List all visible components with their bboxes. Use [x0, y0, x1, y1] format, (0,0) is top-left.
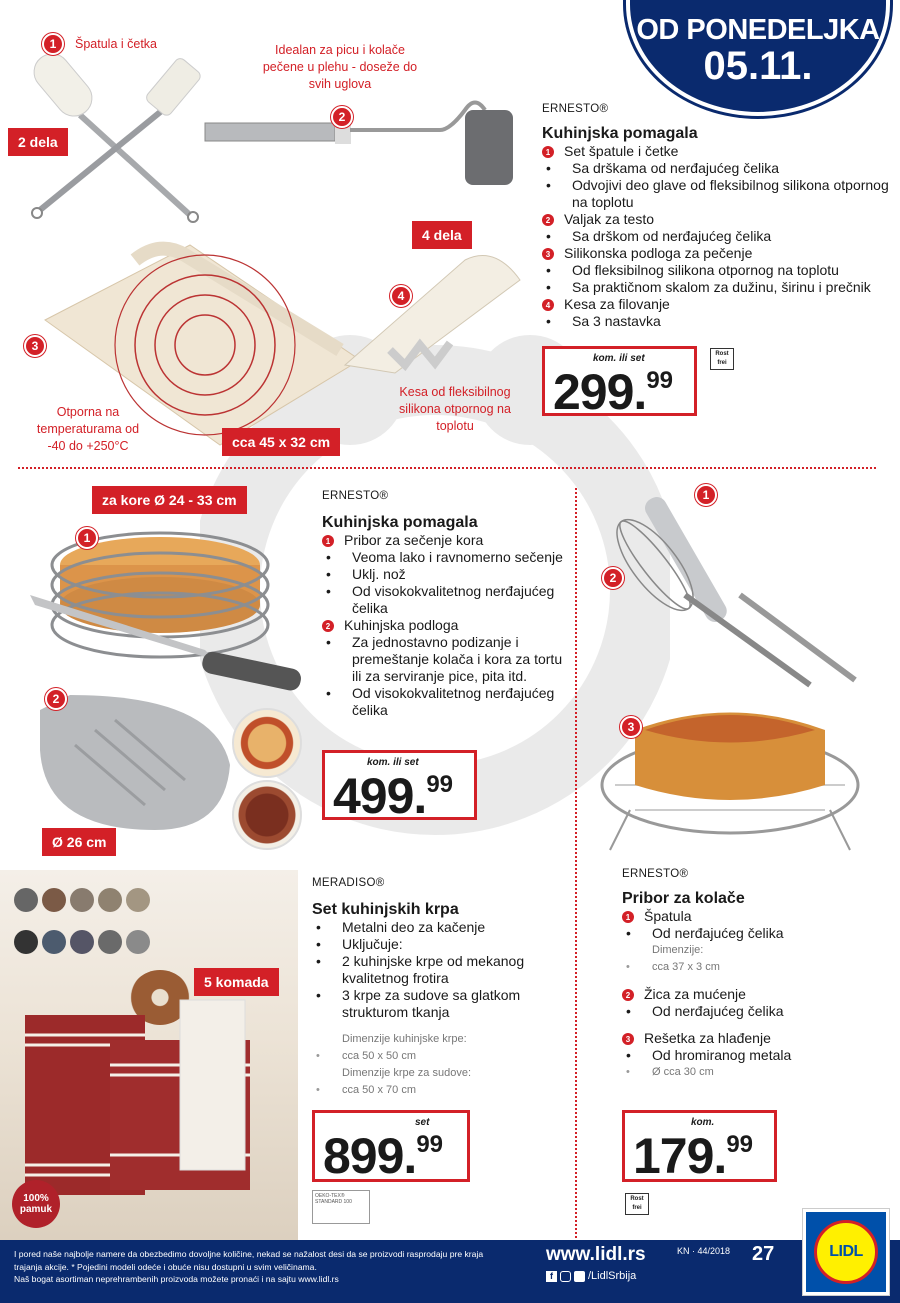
- bottom-price-label: set: [415, 1117, 430, 1128]
- feature-spec-value: [312, 1082, 572, 1099]
- footer-disclaimer: [14, 1248, 534, 1286]
- feature-bullet: [622, 1003, 882, 1020]
- feature-text: Uključuje:: [342, 936, 403, 952]
- feature-text: Dimenzije kuhinjske krpe:: [342, 1033, 467, 1045]
- feature-bullet: [542, 160, 892, 177]
- mid-title: Kuhinjska pomagala: [322, 514, 478, 531]
- feature-heading: [622, 1030, 882, 1047]
- mid-price-box: [322, 750, 477, 824]
- disclaimer-line3: Naš bogat asortiman neprehrambenih proizvoda možete pronaći i na sajtu www.lidl.rs: [14, 1274, 339, 1284]
- feature-bullet: [542, 313, 892, 330]
- feature-number: 4: [542, 299, 554, 311]
- feature-text: Dimenzije:: [652, 944, 704, 956]
- lidl-logo-text: LIDL: [829, 1243, 863, 1260]
- disclaimer-line1: I pored naše najbolje namere da obezbedimo dovoljne količine, nekad se nažalost desi da se proizvodi rasprodaju pre kraja: [14, 1249, 484, 1259]
- feature-text: cca 37 x 3 cm: [652, 961, 720, 973]
- mid-price-main: 499.: [333, 768, 427, 824]
- top-price-label: kom. ili set: [593, 353, 645, 364]
- feature-bullet: [322, 583, 572, 617]
- feature-text: Odvojivi deo glave od fleksibilnog silikona otpornog na toplotu: [572, 177, 889, 210]
- feature-bullet: [312, 953, 572, 987]
- feature-text: Dimenzije krpe za sudove:: [342, 1067, 472, 1079]
- right-price-box: [622, 1110, 777, 1182]
- towels-image: [10, 995, 295, 1205]
- footer-url-link[interactable]: www.lidl.rs: [546, 1244, 646, 1265]
- spatula-whisk-image: [615, 485, 875, 695]
- feature-text: Valjak za testo: [564, 211, 655, 227]
- disclaimer-line2: trajanja akcije. * Pojedini modeli odeće i obuće nisu dostupni u svim veličinama.: [14, 1261, 317, 1272]
- feature-spec-label: [622, 942, 882, 959]
- tag-4-dela: 4 dela: [412, 221, 472, 249]
- top-price: [553, 364, 674, 420]
- mid-price-cents: 99: [426, 771, 454, 798]
- lidl-logo: [803, 1209, 889, 1295]
- right-title: Pribor za kolače: [622, 890, 745, 907]
- catalog-code: KN · 44/2018: [677, 1246, 731, 1256]
- top-number-1: 1: [42, 33, 64, 55]
- color-swatches-row2: [14, 930, 150, 954]
- mid-product-text: [322, 490, 572, 719]
- mid-feature-list: [322, 532, 572, 719]
- rolling-pin-image: [200, 90, 530, 190]
- bottom-price-cents: 99: [416, 1131, 444, 1158]
- right-price-label: kom.: [691, 1117, 715, 1128]
- top-price-main: 299.: [553, 364, 647, 420]
- feature-heading: [622, 986, 882, 1003]
- feature-text: Sa drškom od nerđajućeg čelika: [572, 228, 772, 244]
- tag-5-komada: 5 komada: [194, 968, 279, 996]
- cake-thumb-image: [232, 780, 302, 850]
- tag-2-dela: 2 dela: [8, 128, 68, 156]
- feature-number: 2: [322, 620, 334, 632]
- top-item3-label: Otporna na temperaturama od -40 do +250°C: [36, 405, 140, 453]
- facebook-icon[interactable]: f: [546, 1271, 557, 1282]
- mid-brand: ERNESTO®: [322, 490, 389, 502]
- feature-text: Set špatule i četke: [564, 143, 679, 159]
- feature-text: Od visokokvalitetnog nerđajućeg čelika: [352, 583, 555, 616]
- tag-diameter: Ø 26 cm: [42, 828, 116, 856]
- feature-text: Ø cca 30 cm: [652, 1066, 714, 1078]
- right-number-3: 3: [620, 716, 642, 738]
- feature-text: Uklj. nož: [352, 566, 406, 582]
- feature-heading: [542, 211, 892, 228]
- bottom-price-box: [312, 1110, 470, 1182]
- top-price-box: [542, 346, 697, 420]
- feature-bullet: [322, 634, 572, 685]
- feature-heading: [322, 532, 572, 549]
- feature-text: Od nerđajućeg čelika: [652, 925, 784, 941]
- right-feature-list: [622, 908, 882, 1081]
- bottom-title: Set kuhinjskih krpa: [312, 901, 459, 918]
- feature-text: Kuhinjska podloga: [344, 617, 459, 633]
- top-number-3: 3: [24, 335, 46, 357]
- social-links: [546, 1270, 636, 1282]
- feature-number: 1: [542, 146, 554, 158]
- feature-bullet: [312, 936, 572, 953]
- top-item4-label: Kesa od fleksibilnog silikona otpornog na toplotu: [399, 385, 511, 433]
- feature-spec-label: [312, 1031, 572, 1048]
- feature-spec-label: [312, 1065, 572, 1082]
- feature-text: Kesa za filovanje: [564, 296, 670, 312]
- feature-bullet: [542, 262, 892, 279]
- feature-text: Veoma lako i ravnomerno sečenje: [352, 549, 563, 565]
- cake-lifter-image: [35, 690, 235, 835]
- feature-bullet: [312, 919, 572, 936]
- feature-heading: [322, 617, 572, 634]
- pizza-thumb-image: [232, 708, 302, 778]
- top-number-4: 4: [390, 285, 412, 307]
- bottom-price: [323, 1128, 444, 1184]
- right-price-cents: 99: [726, 1131, 754, 1158]
- mid-price-label: kom. ili set: [367, 757, 419, 768]
- feature-text: Od fleksibilnog silikona otpornog na toplotu: [572, 262, 839, 278]
- feature-number: 2: [622, 989, 634, 1001]
- feature-text: Metalni deo za kačenje: [342, 919, 486, 935]
- feature-text: Od visokokvalitetnog nerđajućeg čelika: [352, 685, 555, 718]
- feature-number: 3: [622, 1033, 634, 1045]
- color-swatches-row1: [14, 888, 150, 912]
- feature-number: 3: [542, 248, 554, 260]
- feature-text: Za jednostavno podizanje i premeštanje kolača i kora za tortu ili za serviranje pice, pita itd.: [352, 634, 563, 684]
- feature-text: cca 50 x 70 cm: [342, 1084, 416, 1096]
- feature-bullet: [622, 1047, 882, 1064]
- oeko-tex-label: OEKO-TEX® STANDARD 100: [312, 1190, 370, 1224]
- feature-text: Od nerđajućeg čelika: [652, 1003, 784, 1019]
- right-price: [633, 1128, 754, 1184]
- feature-number: 1: [622, 911, 634, 923]
- feature-number: 1: [322, 535, 334, 547]
- divider-vertical: [575, 488, 577, 1238]
- tag-cake-size: za kore Ø 24 - 33 cm: [92, 486, 247, 514]
- top-item1-label: Špatula i četka: [75, 37, 157, 51]
- right-number-2: 2: [602, 567, 624, 589]
- feature-heading: [622, 908, 882, 925]
- top-feature-list: [542, 143, 892, 330]
- feature-bullet: [542, 279, 892, 296]
- date-badge-line2: 05.11.: [703, 44, 813, 88]
- youtube-icon[interactable]: [574, 1271, 585, 1282]
- top-brand: ERNESTO®: [542, 103, 609, 115]
- feature-text: 2 kuhinjske krpe od mekanog kvalitetnog frotira: [342, 953, 525, 986]
- feature-bullet: [622, 925, 882, 942]
- feature-bullet: [542, 177, 892, 211]
- top-price-cents: 99: [646, 367, 674, 394]
- divider-horizontal: [18, 467, 876, 469]
- feature-text: Špatula: [644, 908, 692, 924]
- date-badge: [626, 0, 890, 116]
- feature-text: Pribor za sečenje kora: [344, 532, 484, 548]
- feature-text: Sa 3 nastavka: [572, 313, 661, 329]
- feature-spec-value: [622, 1064, 882, 1081]
- feature-bullet: [312, 987, 572, 1021]
- page-number: 27: [752, 1243, 775, 1265]
- cotton-badge: 100% pamuk: [12, 1180, 60, 1228]
- top-title: Kuhinjska pomagala: [542, 125, 698, 142]
- feature-spacer: [622, 976, 882, 986]
- bottom-product-text: [312, 877, 572, 1099]
- top-item2-label: Idealan za picu i kolače pečene u plehu - doseže do svih uglova: [262, 43, 418, 91]
- bottom-feature-list: [312, 919, 572, 1099]
- feature-heading: [542, 143, 892, 160]
- feature-bullet: [322, 549, 572, 566]
- social-handle[interactable]: /LidlSrbija: [588, 1270, 637, 1282]
- feature-number: 2: [542, 214, 554, 226]
- mid-number-2: 2: [45, 688, 67, 710]
- right-number-1: 1: [695, 484, 717, 506]
- feature-spacer: [622, 1020, 882, 1030]
- top-number-2: 2: [331, 106, 353, 128]
- feature-text: Rešetka za hlađenje: [644, 1030, 771, 1046]
- feature-text: Sa praktičnom skalom za dužinu, širinu i prečnik: [572, 279, 871, 295]
- feature-heading: [542, 245, 892, 262]
- feature-text: Žica za mućenje: [644, 986, 746, 1002]
- mid-price: [333, 768, 454, 824]
- feature-spec-value: [622, 959, 882, 976]
- top-rostfrei-icon: Rost frei: [710, 348, 734, 370]
- right-price-main: 179.: [633, 1128, 727, 1184]
- feature-text: Sa drškama od nerđajućeg čelika: [572, 160, 780, 176]
- feature-text: Od hromiranog metala: [652, 1047, 792, 1063]
- feature-spacer: [312, 1021, 572, 1031]
- feature-text: 3 krpe za sudove sa glatkom strukturom tkanja: [342, 987, 521, 1020]
- bottom-price-main: 899.: [323, 1128, 417, 1184]
- date-badge-line1: OD PONEDELJKA: [636, 14, 880, 46]
- mid-number-1: 1: [76, 527, 98, 549]
- bottom-brand: MERADISO®: [312, 877, 385, 889]
- feature-text: cca 50 x 50 cm: [342, 1050, 416, 1062]
- feature-bullet: [322, 566, 572, 583]
- right-rostfrei-icon: Rost frei: [625, 1193, 649, 1215]
- feature-spec-value: [312, 1048, 572, 1065]
- tag-mat-size: cca 45 x 32 cm: [222, 428, 340, 456]
- right-product-text: [622, 868, 882, 1081]
- feature-bullet: [322, 685, 572, 719]
- top-product-text: [542, 103, 892, 330]
- right-brand: ERNESTO®: [622, 868, 689, 880]
- instagram-icon[interactable]: [560, 1271, 571, 1282]
- feature-heading: [542, 296, 892, 313]
- cake-slicer-image: [25, 510, 310, 700]
- feature-text: Silikonska podloga za pečenje: [564, 245, 753, 261]
- feature-bullet: [542, 228, 892, 245]
